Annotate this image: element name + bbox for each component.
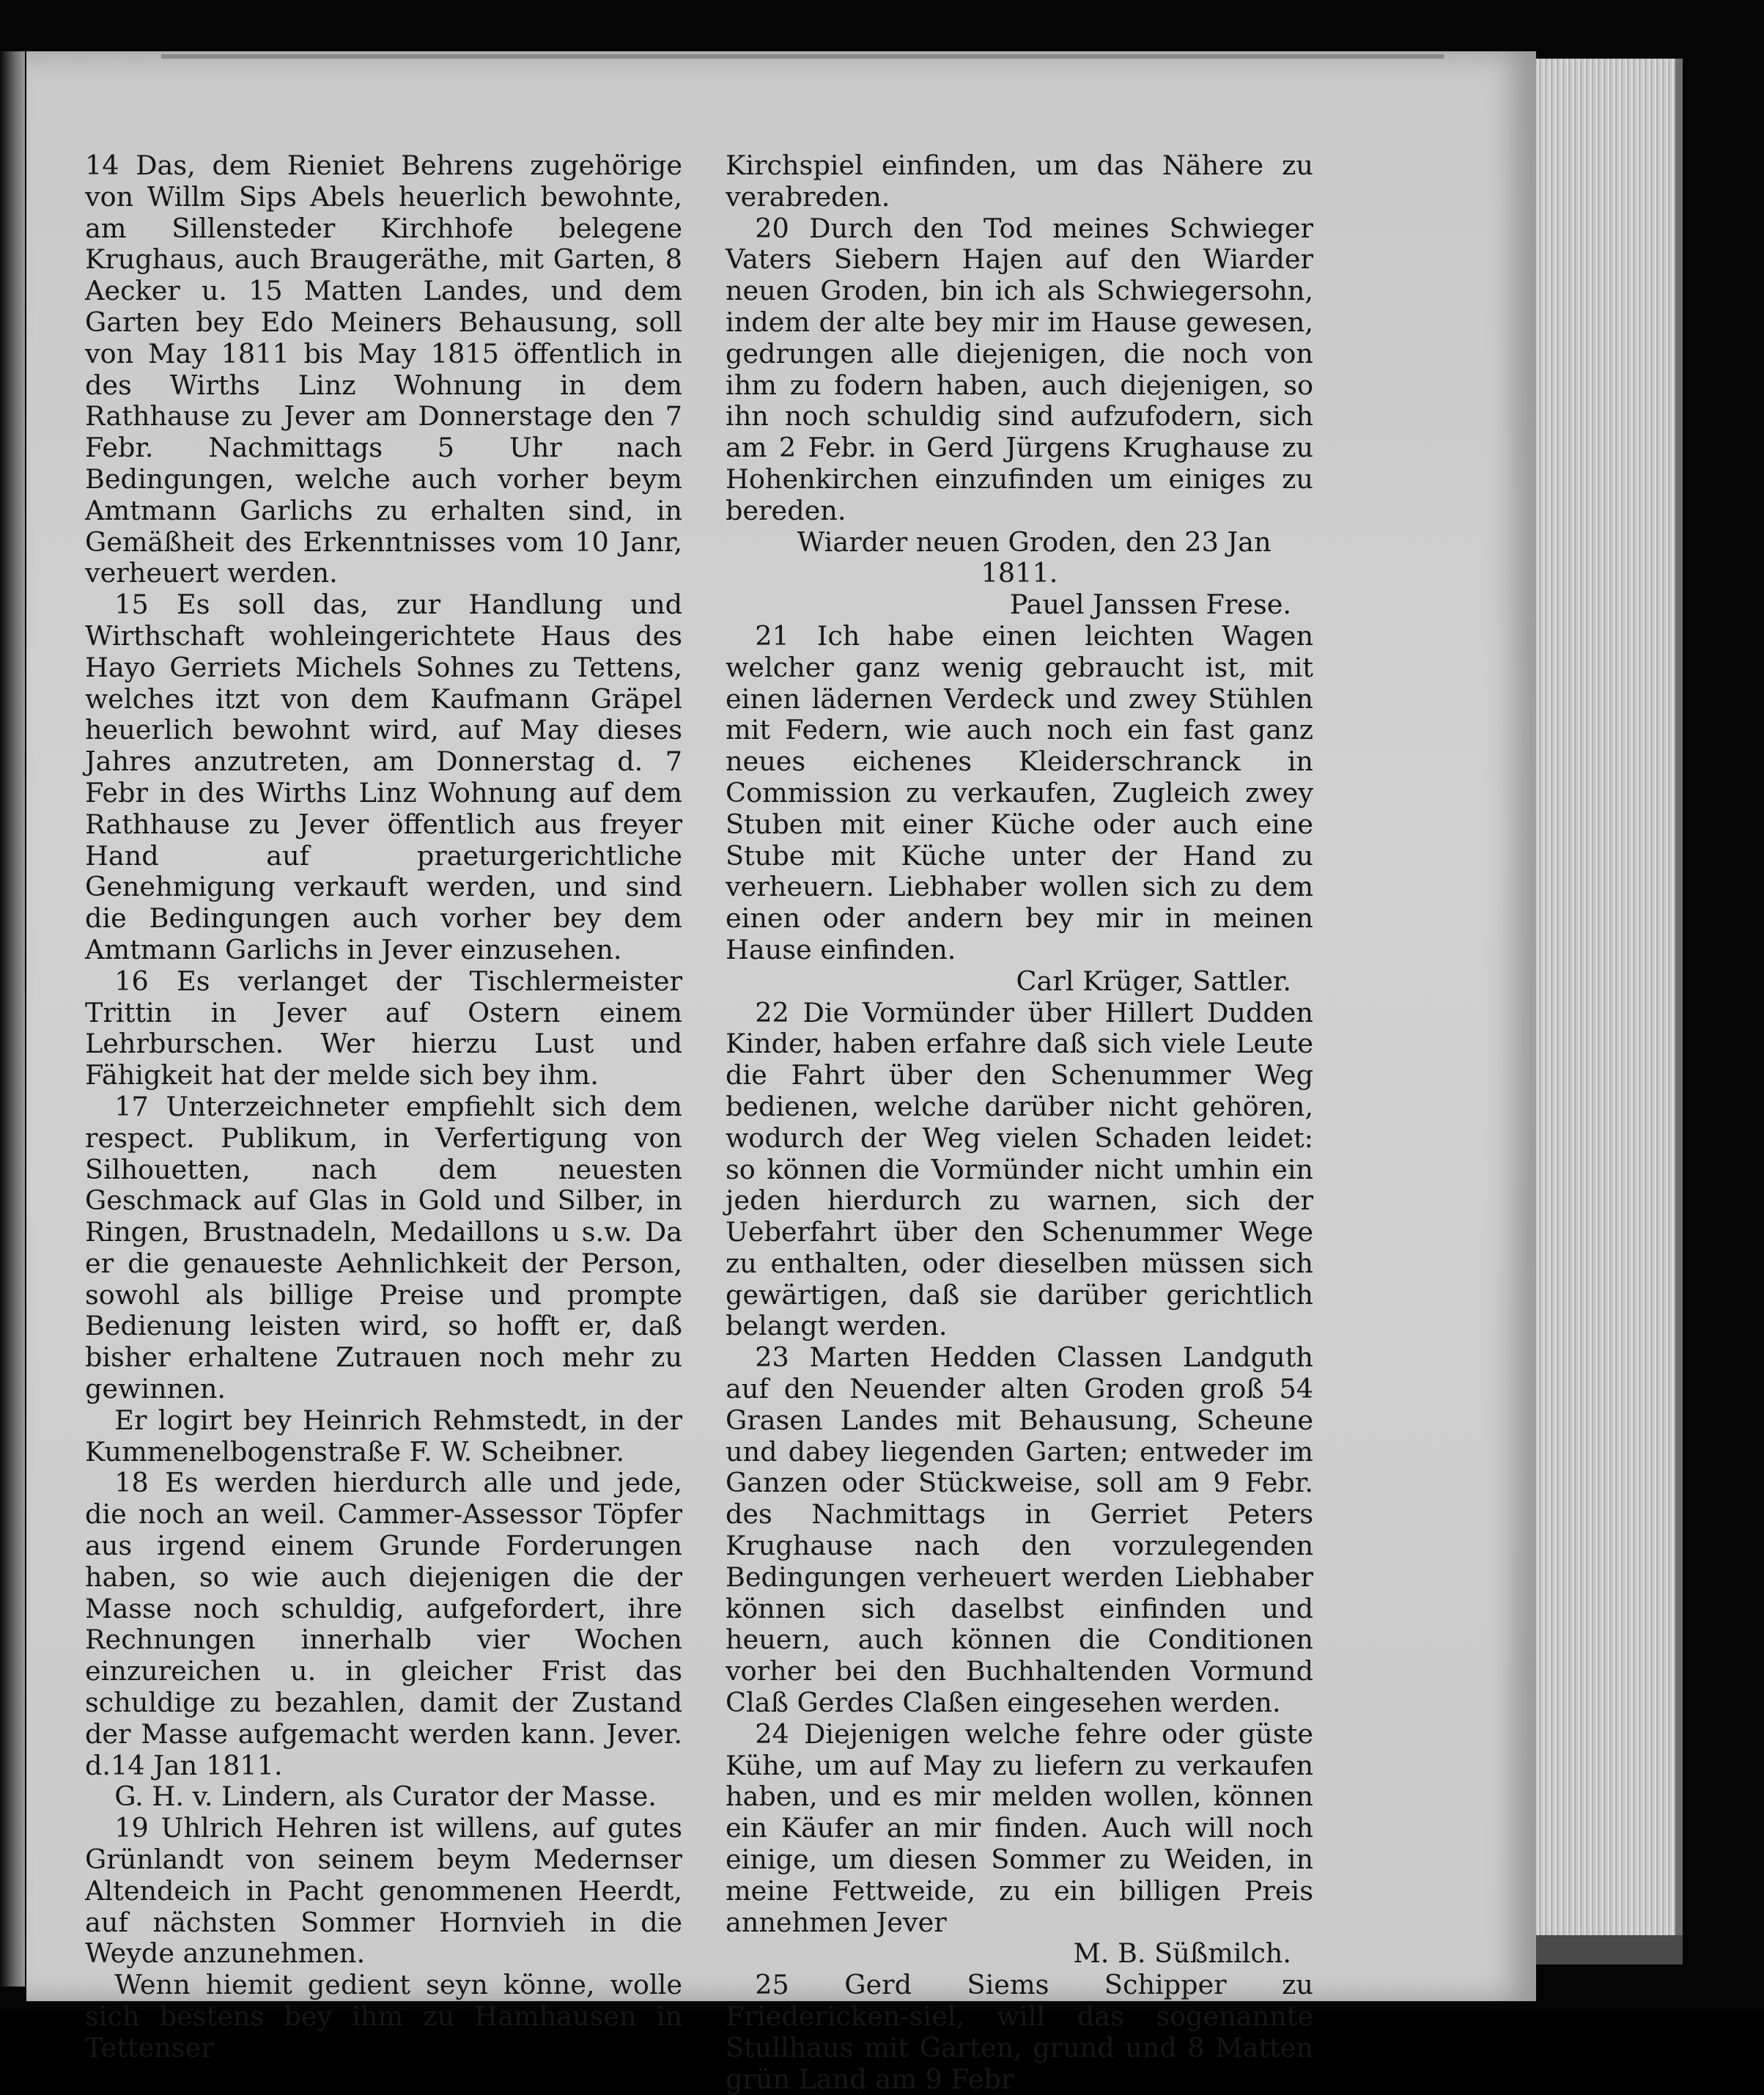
- facing-page-edge: [0, 51, 25, 1987]
- notice-19-continued: Wenn hiemit gedient seyn könne, wolle sich bestens bey ihm zu Hamhausen in Tettenser: [85, 1969, 682, 2063]
- notice-25: 25 Gerd Siems Schipper zu Friedericken-siel, will das sogenannte Stullhaus mit Garten, grund und 8 Matten grün Land am 9 Febr: [726, 1969, 1313, 2095]
- notice-21: 21 Ich habe einen leichten Wagen welcher ganz wenig gebraucht ist, mit einen lädernen Verdeck und zwey Stühlen mit Federn, wie auch noch ein fast ganz neues eichenes Kleiderschranck in Commission zu verkaufen, Zugleich zwey Stuben mit einer Küche oder auch eine Stube mit Küche unter der Hand zu verheuern. Liebhaber wollen sich zu dem einen oder andern bey mir in meinen Hause einfinden.: [726, 619, 1313, 965]
- notice-18: 18 Es werden hierdurch alle und jede, die noch an weil. Cammer-Assessor Töpfer aus irgend einem Grunde Forderungen haben, so wie auch diejenigen die der Masse noch schuldig, aufgefordert, ihre Rechnungen innerhalb vier Wochen einzureichen u. in gleicher Frist das schuldige zu bezahlen, damit der Zustand der Masse aufgemacht werden kann. Jever. d.14 Jan 1811.: [85, 1467, 682, 1781]
- notice-17: 17 Unterzeichneter empfiehlt sich dem respect. Publikum, in Verfertigung von Silhouetten, nach dem neuesten Geschmack auf Glas in Gold und Silber, in Ringen, Brustnadeln, Medaillons u s.w. Da er die genaueste Aehnlichkeit der Person, sowohl als billige Preise und prompte Bedienung leisten wird, so hofft er, daß bisher erhaltene Zutrauen noch mehr zu gewinnen.: [85, 1090, 682, 1405]
- notice-17-signature: Er logirt bey Heinrich Rehmstedt, in der Kummenelbogenstraße F. W. Scheibner.: [85, 1404, 682, 1468]
- notice-23: 23 Marten Hedden Classen Landguth auf den Neuender alten Groden groß 54 Grasen Landes mit Behausung, Scheune und dabey liegenden Garten; entweder im Ganzen oder Stückweise, soll am 9 Febr. des Nachmittags in Gerriet Peters Krughause nach den vorzulegenden Bedingungen verheuert werden Liebhaber können sich daselbst einfinden und heuern, auch können die Conditionen vorher bei den Buchhaltenden Vormund Claß Gerdes Claßen eingesehen werden.: [726, 1341, 1313, 1719]
- notice-19-end: Kirchspiel einfinden, um das Nähere zu verabreden.: [726, 150, 1313, 213]
- notice-18-signature: G. H. v. Lindern, als Curator der Masse.: [114, 1781, 657, 1813]
- notice-22: 22 Die Vormünder über Hillert Dudden Kinder, haben erfahre daß sich viele Leute die Fahrt über den Schenummer Weg bedienen, welche darüber nicht gehören, wodurch der Weg vielen Schaden leidet: so können die Vormünder nicht umhin ein jeden hierdurch zu warnen, sich der Ueberfahrt über den Schenummer Wege zu enthalten, oder dieselben müssen sich gewärtigen, daß sie darüber gerichtlich belangt werden.: [726, 996, 1313, 1342]
- notice-20: 20 Durch den Tod meines Schwieger Vaters Siebern Hajen auf den Wiarder neuen Groden, bin ich als Schwiegersohn, indem der alte bey mir im Hause gewesen, gedrungen alle diejenigen, die noch von ihm zu fodern haben, auch diejenigen, so ihn noch schuldig sind aufzufodern, sich am 2 Febr. in Gerd Jürgens Krughause zu Hohenkirchen einzufinden um einiges zu bereden.: [726, 212, 1313, 526]
- notice-19: 19 Uhlrich Hehren ist willens, auf gutes Grünlandt von seinem beym Medernser Altendeich in Pacht genommenen Heerdt, auf nächsten Sommer Hornvieh in die Weyde anzunehmen.: [85, 1812, 682, 1970]
- notice-14: 14 Das, dem Rieniet Behrens zugehörige von Willm Sips Abels heuerlich bewohnte, am Sillensteder Kirchhofe belegene Krughaus, auch Braugeräthe, mit Garten, 8 Aecker u. 15 Matten Landes, und dem Garten bey Edo Meiners Behausung, soll von May 1811 bis May 1815 öffentlich in des Wirths Linz Wohnung in dem Rathhause zu Jever am Donnerstage den 7 Febr. Nachmittags 5 Uhr nach Bedingungen, welche auch vorher beym Amtmann Garlichs zu erhalten sind, in Gemäßheit des Erkenntnisses vom 10 Janr, verheuert werden.: [85, 150, 682, 589]
- notice-20-place: Wiarder neuen Groden, den 23 Jan 1811.: [797, 526, 1272, 589]
- page-edges-bottom: [1536, 1935, 1683, 1965]
- notice-16: 16 Es verlanget der Tischlermeister Trittin in Jever auf Ostern einem Lehrburschen. Wer hierzu Lust und Fähigkeit hat der melde sich bey ihm.: [85, 965, 682, 1091]
- page-edges: [1536, 59, 1683, 1935]
- right-column: [726, 150, 1313, 2095]
- top-rule: [161, 54, 1444, 59]
- notice-24-signature: M. B. Süßmilch.: [1073, 1937, 1291, 1970]
- notice-20-signature: Pauel Janssen Frese.: [1009, 589, 1291, 621]
- notice-21-signature: Carl Krüger, Sattler.: [1016, 965, 1291, 997]
- notice-24: 24 Diejenigen welche fehre oder güste Kühe, um auf May zu liefern zu verkaufen haben, und es mir melden wollen, können ein Käufer an mir finden. Auch will noch einige, um diesen Sommer zu Weiden, in meine Fettweide, zu ein billigen Preis annehmen Jever: [726, 1717, 1313, 1938]
- notice-15: 15 Es soll das, zur Handlung und Wirthschaft wohleingerichtete Haus des Hayo Gerriets Michels Sohnes zu Tettens, welches itzt von dem Kaufmann Gräpel heuerlich bewohnt wird, auf May dieses Jahres anzutreten, am Donnerstag d. 7 Febr in des Wirths Linz Wohnung auf dem Rathhause zu Jever öffentlich aus freyer Hand auf praeturgerichtliche Genehmigung verkauft werden, und sind die Bedingungen auch vorher bey dem Amtmann Garlichs in Jever einzusehen.: [85, 589, 682, 965]
- left-column: [85, 150, 682, 2064]
